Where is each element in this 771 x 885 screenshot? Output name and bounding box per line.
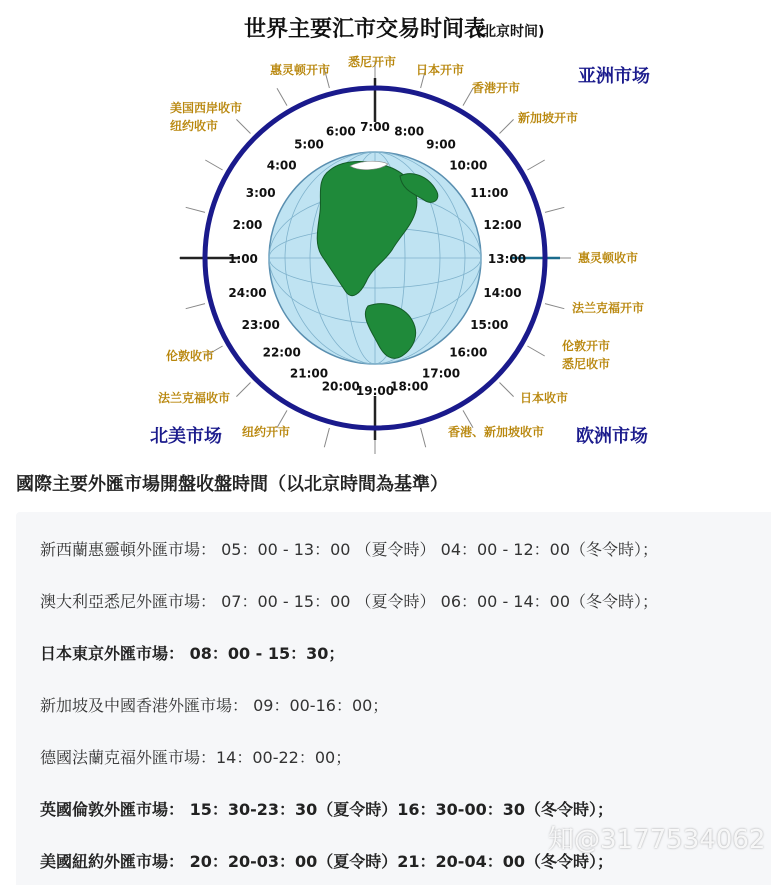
hour-label: 10:00 — [449, 158, 488, 173]
hour-label: 4:00 — [266, 158, 297, 173]
event-label-tokyo-open: 日本开市 — [415, 63, 465, 77]
event-label-frankfurt-open: 法兰克福开市 — [572, 301, 645, 315]
hour-label: 22:00 — [262, 345, 301, 360]
hour-label: 5:00 — [294, 137, 324, 152]
globe — [266, 152, 481, 364]
figure-title: 世界主要汇市交易时间表 — [243, 17, 487, 42]
hour-label: 3:00 — [245, 186, 276, 200]
event-label-ny-open: 纽约开市 — [241, 425, 291, 439]
event-label-sydney-close: 悉尼收市 — [562, 357, 611, 371]
hour-label: 1:00 — [228, 252, 258, 266]
event-label-wellington-open: 惠灵顿开市 — [269, 63, 331, 77]
hour-label: 13:00 — [487, 252, 527, 266]
hour-label: 24:00 — [228, 286, 267, 301]
event-label-hk-open: 香港开市 — [471, 81, 521, 95]
hour-label: 6:00 — [325, 124, 356, 139]
event-label-ny-close: 纽约收市 — [169, 119, 219, 133]
hour-label: 15:00 — [470, 318, 509, 332]
hour-label: 23:00 — [241, 318, 280, 332]
event-label-wellington-close: 惠灵顿收市 — [578, 251, 639, 265]
hour-label: 7:00 — [360, 120, 390, 134]
figure-title-note: (北京时间) — [475, 24, 545, 40]
hour-label: 12:00 — [483, 217, 522, 232]
market-row-london: 英國倫敦外匯市場： 15：30-23：30（夏令時）16：30-00：30（冬令時）； — [40, 800, 613, 819]
region-asia-label: 亚洲市场 — [578, 66, 650, 87]
hour-label: 17:00 — [421, 366, 461, 381]
hour-label: 20:00 — [321, 379, 360, 394]
market-row-wellington: 新西蘭惠靈頓外匯市場： 05：00 - 13：00 （夏令時） 04：00 - 12：00（冬令時）； — [40, 540, 659, 559]
event-label-us-west-close: 美国西岸收市 — [169, 101, 243, 115]
hour-label: 9:00 — [426, 137, 456, 152]
market-row-newyork: 美國紐約外匯市場： 20：20-03：00（夏令時）21：20-04：00（冬令時）； — [40, 852, 613, 871]
article-heading: 國際主要外匯市場開盤收盤時間（以北京時間為基準） — [16, 474, 448, 495]
event-label-london-close: 伦敦收市 — [165, 349, 215, 363]
market-row-tokyo: 日本東京外匯市場： 08：00 - 15：30； — [40, 644, 345, 663]
hour-label: 19:00 — [355, 384, 395, 398]
watermark: 知@3177534062 — [548, 825, 766, 855]
hour-label: 11:00 — [470, 186, 509, 200]
hour-label: 16:00 — [449, 345, 488, 360]
event-label-sg-open: 新加坡开市 — [517, 111, 579, 125]
hour-label: 8:00 — [394, 124, 425, 139]
event-label-hk-sg-close: 香港、新加坡收市 — [448, 425, 545, 439]
region-north-america-label: 北美市场 — [150, 426, 222, 447]
hour-label: 21:00 — [289, 366, 329, 381]
region-europe-label: 欧洲市场 — [576, 426, 648, 447]
hour-label: 2:00 — [232, 217, 263, 232]
event-label-london-open: 伦敦开市 — [562, 339, 611, 353]
event-label-frankfurt-close: 法兰克福收市 — [157, 391, 231, 405]
event-label-tokyo-close: 日本收市 — [520, 391, 569, 405]
market-row-singapore-hongkong: 新加坡及中國香港外匯市場： 09：00-16：00； — [40, 696, 389, 715]
hour-label: 18:00 — [390, 379, 429, 394]
event-label-sydney-open: 悉尼开市 — [347, 55, 397, 69]
market-row-sydney: 澳大利亞悉尼外匯市場： 07：00 - 15：00 （夏令時） 06：00 - 14：00（冬令時）； — [40, 592, 659, 611]
market-row-frankfurt: 德國法蘭克福外匯市場：14：00-22：00； — [40, 748, 352, 767]
hour-label: 14:00 — [483, 286, 522, 301]
